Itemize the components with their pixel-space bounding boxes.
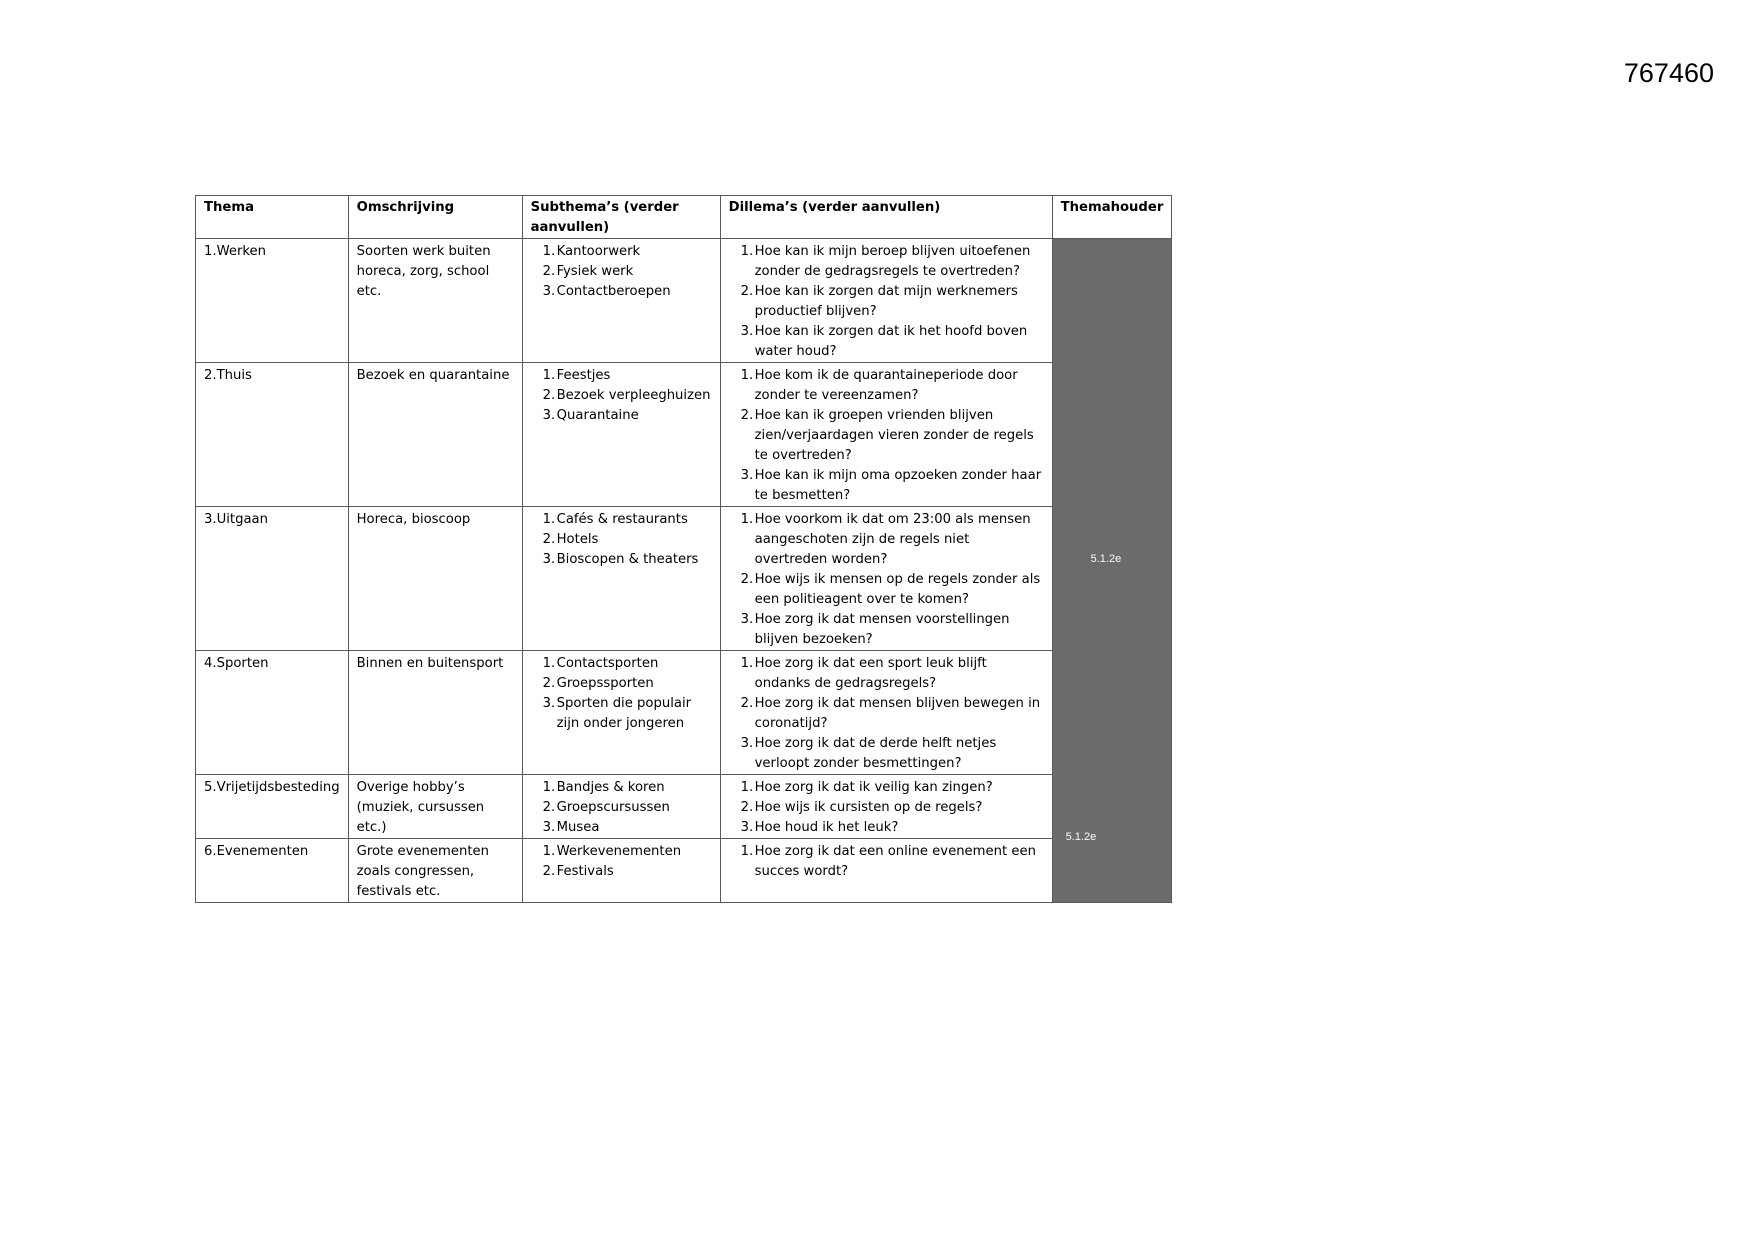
list-number: 1. [542,368,556,383]
list-item [729,610,1044,650]
cell-dilemmas [720,651,1052,775]
cell-dilemmas [720,775,1052,839]
list-number: 1. [740,844,754,859]
dilemma-list [729,366,1044,506]
list-item [729,466,1044,506]
list-number: 1. [542,844,556,859]
cell-dilemmas [720,507,1052,651]
list-text: Hoe voorkom ik dat om 23:00 als mensen aangeschoten zijn de regels niet overtreden worden? [754,512,1031,567]
list-item [531,842,712,862]
list-text: Hoe houd ik het leuk? [754,820,899,835]
list-text: Festivals [556,864,614,879]
list-number: 1. [740,244,754,259]
list-text: Hoe wijs ik cursisten op de regels? [754,800,983,815]
list-item [729,694,1044,734]
list-number: 3. [740,324,754,339]
list-item [729,818,1044,838]
list-text: Hoe kan ik mijn beroep blijven uitoefenen zonder de gedragsregels te overtreden? [754,244,1031,279]
list-item [729,282,1044,322]
list-number: 1. [542,512,556,527]
header-themahouder: Themahouder [1052,196,1172,239]
list-text: Hoe kan ik zorgen dat ik het hoofd boven water houd? [754,324,1028,359]
list-text: Hoe kan ik groepen vrienden blijven zien/verjaardagen vieren zonder de regels te overtreden? [754,408,1034,463]
list-number: 1. [740,512,754,527]
list-number: 1. [542,244,556,259]
document-id: 767460 [1623,58,1714,88]
list-text: Contactberoepen [556,284,671,299]
list-number: 2. [542,388,556,403]
table-row [196,507,1172,651]
subthema-list [531,654,712,734]
list-number: 2. [542,800,556,815]
list-text: Werkevenementen [556,844,682,859]
header-subthemas: Subthema’s (verder aanvullen) [522,196,720,239]
list-text: Feestjes [556,368,611,383]
cell-omschrijving: Binnen en buitensport [348,651,522,775]
list-item [531,818,712,838]
header-dilemmas: Dillema’s (verder aanvullen) [720,196,1052,239]
redaction-label: 5.1.2e [1090,553,1122,565]
list-number: 3. [542,696,556,711]
list-text: Hoe zorg ik dat mensen voorstellingen blijven bezoeken? [754,612,1010,647]
list-text: Hoe zorg ik dat ik veilig kan zingen? [754,780,993,795]
list-number: 1. [542,780,556,795]
cell-dilemmas [720,363,1052,507]
list-number: 3. [542,820,556,835]
list-item [531,778,712,798]
list-number: 1. [740,656,754,671]
subthema-list [531,778,712,838]
list-item [531,654,712,674]
list-item [531,510,712,530]
list-text: Bezoek verpleeghuizen [556,388,711,403]
list-text: Kantoorwerk [556,244,641,259]
dilemma-list [729,842,1044,882]
cell-thema: 4.Sporten [196,651,349,775]
list-number: 3. [542,284,556,299]
list-item [729,406,1044,466]
redaction-label: 5.1.2e [1065,831,1097,843]
header-thema: Thema [196,196,349,239]
cell-themahouder-redacted [1052,239,1172,903]
cell-subthemas [522,363,720,507]
cell-subthemas [522,651,720,775]
list-item [531,862,712,882]
cell-thema: 6.Evenementen [196,839,349,903]
list-number: 2. [740,408,754,423]
cell-omschrijving: Grote evenementen zoals congressen, festivals etc. [348,839,522,903]
list-text: Fysiek werk [556,264,634,279]
list-item [531,366,712,386]
list-item [531,386,712,406]
list-text: Groepssporten [556,676,654,691]
cell-omschrijving: Overige hobby’s (muziek, cursussen etc.) [348,775,522,839]
table-row [196,775,1172,839]
list-item [729,366,1044,406]
table-row [196,239,1172,363]
list-item [729,322,1044,362]
dilemma-list [729,242,1044,362]
dilemma-list [729,654,1044,774]
list-number: 2. [740,284,754,299]
list-text: Hoe zorg ik dat een online evenement een succes wordt? [754,844,1036,879]
list-text: Hoe kom ik de quarantaineperiode door zonder te vereenzamen? [754,368,1018,403]
list-number: 2. [542,532,556,547]
list-number: 2. [542,264,556,279]
list-item [531,798,712,818]
dilemma-list [729,510,1044,650]
list-number: 2. [542,864,556,879]
table-row [196,651,1172,775]
list-number: 3. [542,408,556,423]
header-omschrijving: Omschrijving [348,196,522,239]
list-number: 3. [542,552,556,567]
list-number: 3. [740,468,754,483]
list-number: 3. [740,736,754,751]
list-item [531,242,712,262]
list-text: Musea [556,820,600,835]
list-number: 2. [740,572,754,587]
list-text: Contactsporten [556,656,659,671]
cell-thema: 2.Thuis [196,363,349,507]
list-item [531,694,712,734]
list-number: 1. [542,656,556,671]
cell-subthemas [522,239,720,363]
table-body [196,239,1172,903]
cell-dilemmas [720,239,1052,363]
list-text: Hoe kan ik mijn oma opzoeken zonder haar te besmetten? [754,468,1042,503]
subthema-list [531,242,712,302]
list-text: Cafés & restaurants [556,512,688,527]
list-item [531,550,712,570]
list-number: 2. [740,800,754,815]
list-text: Hoe zorg ik dat mensen blijven bewegen in coronatijd? [754,696,1041,731]
list-item [531,282,712,302]
list-item [729,242,1044,282]
list-item [729,842,1044,882]
list-number: 1. [740,368,754,383]
table-row [196,363,1172,507]
list-item [729,734,1044,774]
cell-omschrijving: Soorten werk buiten horeca, zorg, school etc. [348,239,522,363]
list-number: 3. [740,820,754,835]
cell-omschrijving: Horeca, bioscoop [348,507,522,651]
list-text: Hoe zorg ik dat de derde helft netjes verloopt zonder besmettingen? [754,736,997,771]
theme-table [195,195,1172,903]
cell-thema: 1.Werken [196,239,349,363]
list-item [729,778,1044,798]
cell-omschrijving: Bezoek en quarantaine [348,363,522,507]
list-number: 1. [740,780,754,795]
cell-dilemmas [720,839,1052,903]
list-text: Hoe zorg ik dat een sport leuk blijft ondanks de gedragsregels? [754,656,987,691]
list-text: Hoe wijs ik mensen op de regels zonder als een politieagent over te komen? [754,572,1041,607]
list-item [531,406,712,426]
list-number: 2. [542,676,556,691]
cell-subthemas [522,775,720,839]
table-header-row [196,196,1172,239]
list-text: Groepscursussen [556,800,670,815]
cell-thema: 5.Vrijetijdsbesteding [196,775,349,839]
subthema-list [531,510,712,570]
list-item [729,570,1044,610]
list-number: 2. [740,696,754,711]
subthema-list [531,366,712,426]
list-item [729,510,1044,570]
list-item [531,530,712,550]
list-text: Sporten die populair zijn onder jongeren [556,696,692,731]
cell-subthemas [522,507,720,651]
dilemma-list [729,778,1044,838]
list-text: Bioscopen & theaters [556,552,699,567]
table-row [196,839,1172,903]
cell-subthemas [522,839,720,903]
list-item [729,798,1044,818]
list-text: Hotels [556,532,599,547]
subthema-list [531,842,712,882]
list-item [531,262,712,282]
list-item [729,654,1044,694]
list-text: Quarantaine [556,408,639,423]
list-text: Hoe kan ik zorgen dat mijn werknemers productief blijven? [754,284,1018,319]
list-item [531,674,712,694]
list-number: 3. [740,612,754,627]
cell-thema: 3.Uitgaan [196,507,349,651]
list-text: Bandjes & koren [556,780,665,795]
